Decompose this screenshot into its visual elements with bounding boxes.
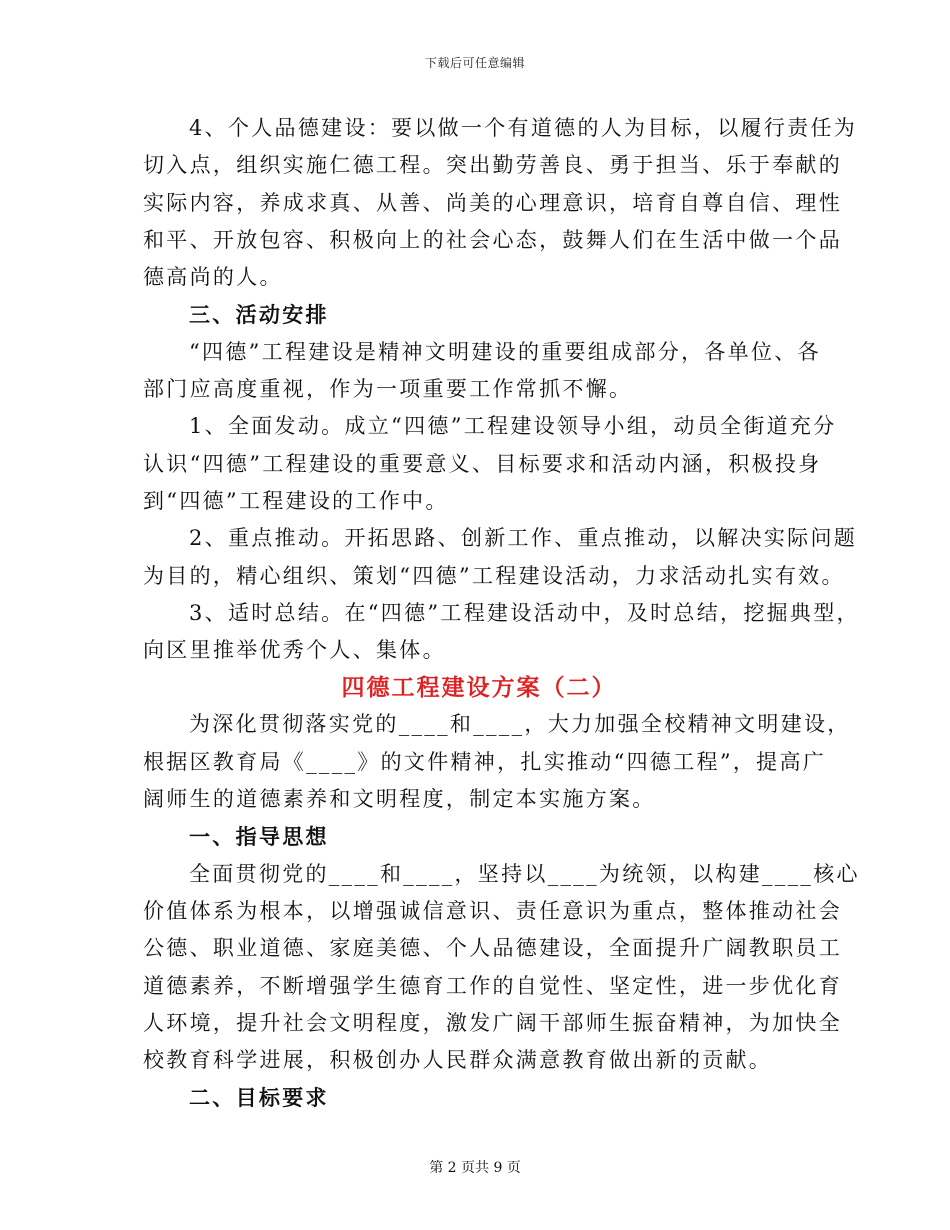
heading-activity-arrangement — [143, 296, 815, 333]
paragraph-guiding-ideology — [143, 856, 860, 1080]
text-line: 为目的，精心组织、策划“四德”工程建设活动，力求活动扎实有效。 — [143, 563, 845, 588]
paragraph-plan-intro — [143, 706, 851, 818]
text-line: 价值体系为根本，以增强诚信意识、责任意识为重点，整体推动社会 — [143, 898, 842, 923]
text-line: 4、个人品德建设：要以做一个有道德的人为目标，以履行责任为 — [189, 116, 858, 140]
paragraph-personal-morality — [143, 110, 858, 296]
heading-text: 二、目标要求 — [189, 1085, 329, 1111]
text-line: 德高尚的人。 — [143, 265, 283, 290]
text-line: 1、全面发动。成立“四德”工程建设领导小组，动员全街道充分 — [189, 414, 837, 439]
text-line: 3、适时总结。在“四德”工程建设活动中，及时总结，挖掘典型， — [189, 600, 860, 625]
section-title: 四德工程建设方案（二） — [341, 674, 617, 702]
paragraph-key-promotion — [143, 520, 858, 595]
text-line: 部门应高度重视，作为一项重要工作常抓不懈。 — [143, 377, 633, 402]
document-body — [143, 110, 860, 1117]
paragraph-arrangement-intro — [143, 334, 821, 409]
text-line: 根据区教育局《____》的文件精神，扎实推动“四德工程”，提高广 — [143, 749, 827, 774]
heading-target-requirements — [143, 1079, 815, 1116]
text-line: 公德、职业道德、家庭美德、个人品德建设，全面提升广阔教职员工 — [143, 936, 842, 961]
text-line: 认识“四德”工程建设的重要意义、目标要求和活动内涵，积极投身 — [143, 451, 822, 476]
text-line: 全面贯彻党的____和____，坚持以____为统领，以构建____核心 — [189, 861, 860, 886]
text-line: “四德”工程建设是精神文明建设的重要组成部分，各单位、各 — [189, 339, 821, 364]
text-line: 校教育科学进展，积极创办人民群众满意教育做出新的贡献。 — [143, 1048, 773, 1073]
text-line: 人环境，提升社会文明程度，激发广阔干部师生振奋精神，为加快全 — [143, 1010, 842, 1035]
text-line: 切入点，组织实施仁德工程。突出勤劳善良、勇于担当、乐于奉献的 — [143, 153, 842, 178]
text-line: 道德素养，不断增强学生德育工作的自觉性、坚定性，进一步优化育 — [143, 973, 842, 998]
heading-guiding-ideology — [143, 818, 815, 855]
text-line: 阔师生的道德素养和文明程度，制定本实施方案。 — [143, 787, 656, 812]
text-line: 向区里推举优秀个人、集体。 — [143, 638, 446, 663]
page-header: 下载后可任意编辑 — [424, 56, 525, 70]
text-line: 实际内容，养成求真、从善、尚美的心理意识，培育自尊自信、理性 — [143, 190, 842, 215]
text-line: 为深化贯彻落实党的____和____，大力加强全校精神文明建设， — [189, 712, 851, 737]
text-line: 2、重点推动。开拓思路、创新工作、重点推动，以解决实际问题 — [189, 526, 858, 551]
text-line: 和平、开放包容、积极向上的社会心态，鼓舞人们在生活中做一个品 — [143, 227, 842, 252]
heading-text: 一、指导思想 — [189, 824, 329, 850]
text-line: 到“四德”工程建设的工作中。 — [143, 488, 449, 513]
paragraph-full-mobilization — [143, 408, 837, 520]
page-number-footer: 第 2 页共 9 页 — [429, 1160, 521, 1176]
heading-text: 三、活动安排 — [189, 302, 329, 328]
paragraph-timely-summary — [143, 595, 860, 670]
